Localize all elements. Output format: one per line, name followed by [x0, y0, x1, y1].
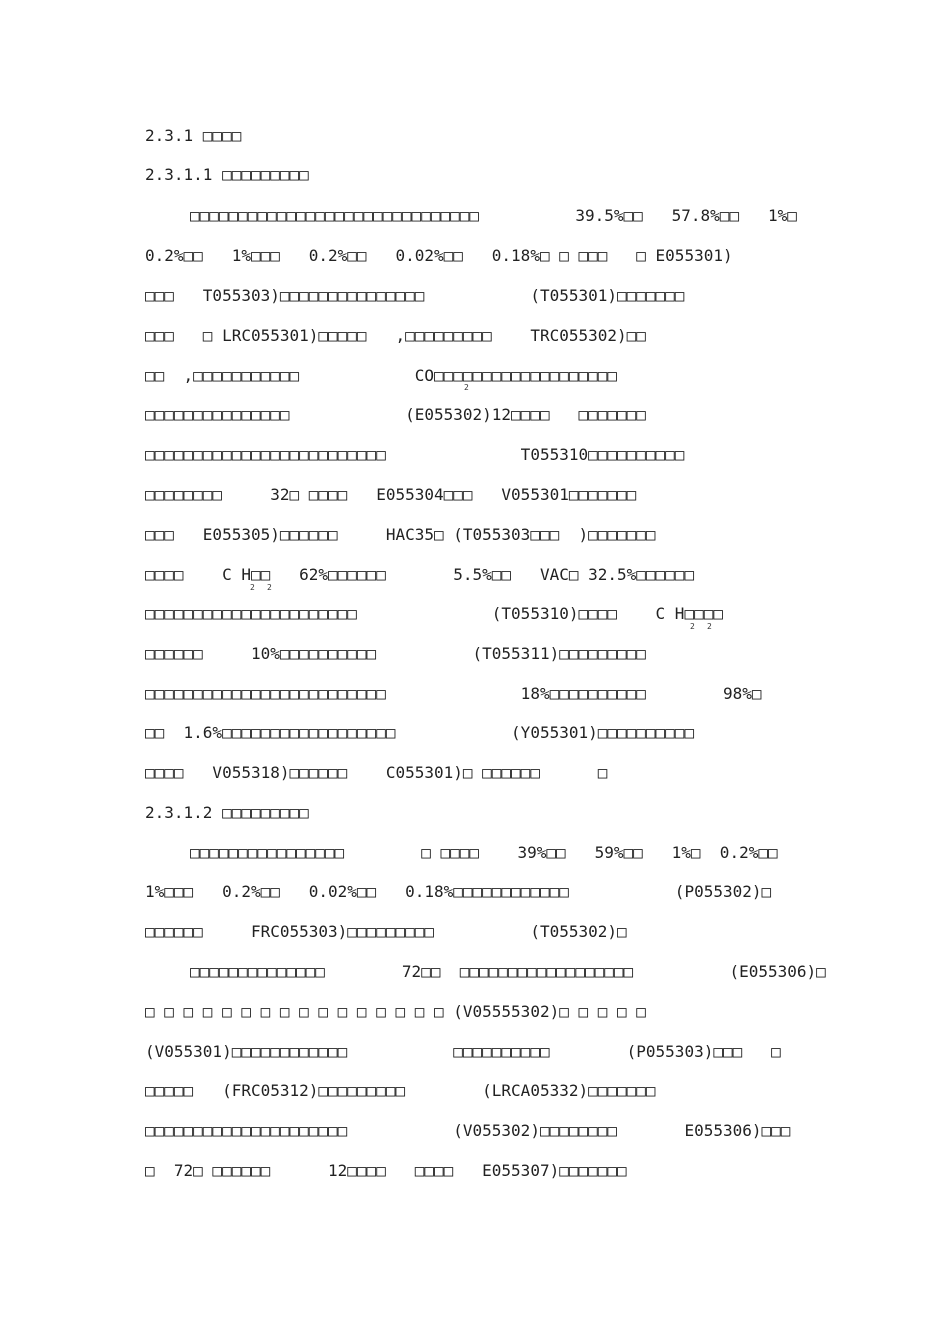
paragraph-line: □□□□□□□□□□□□□□□□ □ □□□□ 39%□□ 59%□□ 1%□ 0.2%□□: [190, 843, 778, 862]
paragraph-line: □□□ T055303)□□□□□□□□□□□□□□□ (T055301)□□□□□□□: [145, 286, 685, 305]
section-heading-2-3-1: 2.3.1 □□□□: [145, 126, 242, 145]
paragraph-line: □□□□□□□□□□□□□□ 72□□ □□□□□□□□□□□□□□□□□□ (E055306)□: [190, 962, 826, 981]
paragraph-line: 1%□□□ 0.2%□□ 0.02%□□ 0.18%□□□□□□□□□□□□ (P055302)□: [145, 882, 772, 901]
paragraph-line: □□□□ C H□□ 62%□□□□□□ 5.5%□□ VAC□ 32.5%□□□□□□: [145, 565, 695, 584]
subscript: 2: [690, 622, 695, 631]
paragraph-line: □□□□□ (FRC05312)□□□□□□□□□ (LRCA05332)□□□□□□□: [145, 1081, 656, 1100]
subscript: 2: [464, 383, 469, 392]
subscript: 2: [250, 583, 255, 592]
paragraph-line: □□□□□□□□□□□□□□□□□□□□□ (V055302)□□□□□□□□ E055306)□□□: [145, 1121, 791, 1140]
paragraph-line: □ □ □ □ □ □ □ □ □ □ □ □ □ □ □ □ (V05555302)□ □ □ □ □: [145, 1002, 646, 1021]
subscript: 2: [707, 622, 712, 631]
paragraph-line: □ 72□ □□□□□□ 12□□□□ □□□□ E055307)□□□□□□□: [145, 1161, 627, 1180]
paragraph-line: □□□ □ LRC055301)□□□□□ ,□□□□□□□□□ TRC055302)□□: [145, 326, 646, 345]
paragraph-line: □□□□□□□□□□□□□□□□□□□□□□□□□ 18%□□□□□□□□□□ 98%□: [145, 684, 762, 703]
paragraph-line: □□□□□□□□ 32□ □□□□ E055304□□□ V055301□□□□□□□: [145, 485, 637, 504]
subscript: 2: [267, 583, 272, 592]
paragraph-line: □□□□□□□□□□□□□□□ (E055302)12□□□□ □□□□□□□: [145, 405, 646, 424]
paragraph-line: □□□□□□□□□□□□□□□□□□□□□□ (T055310)□□□□ C H□□□□: [145, 604, 723, 623]
paragraph-line: □□□ E055305)□□□□□□ HAC35□ (T055303□□□ )□□□□□□□: [145, 525, 656, 544]
section-heading-2-3-1-2: 2.3.1.2 □□□□□□□□□: [145, 803, 309, 822]
paragraph-line: □□ 1.6%□□□□□□□□□□□□□□□□□□ (Y055301)□□□□□□□□□□: [145, 723, 695, 742]
paragraph-line: □□□□□□□□□□□□□□□□□□□□□□□□□□□□□□ 39.5%□□ 57.8%□□ 1%□: [190, 206, 797, 225]
paragraph-line: □□□□ V055318)□□□□□□ C055301)□ □□□□□□ □: [145, 763, 608, 782]
paragraph-line: □□□□□□ FRC055303)□□□□□□□□□ (T055302)□: [145, 922, 627, 941]
paragraph-line: □□ ,□□□□□□□□□□□ CO□□□□□□□□□□□□□□□□□□□: [145, 366, 618, 385]
section-heading-2-3-1-1: 2.3.1.1 □□□□□□□□□: [145, 165, 309, 184]
paragraph-line: □□□□□□ 10%□□□□□□□□□□ (T055311)□□□□□□□□□: [145, 644, 646, 663]
paragraph-line: □□□□□□□□□□□□□□□□□□□□□□□□□ T055310□□□□□□□□□□: [145, 445, 685, 464]
paragraph-line: 0.2%□□ 1%□□□ 0.2%□□ 0.02%□□ 0.18%□ □ □□□ □ E055301): [145, 246, 733, 265]
paragraph-line: (V055301)□□□□□□□□□□□□ □□□□□□□□□□ (P055303)□□□ □: [145, 1042, 781, 1061]
